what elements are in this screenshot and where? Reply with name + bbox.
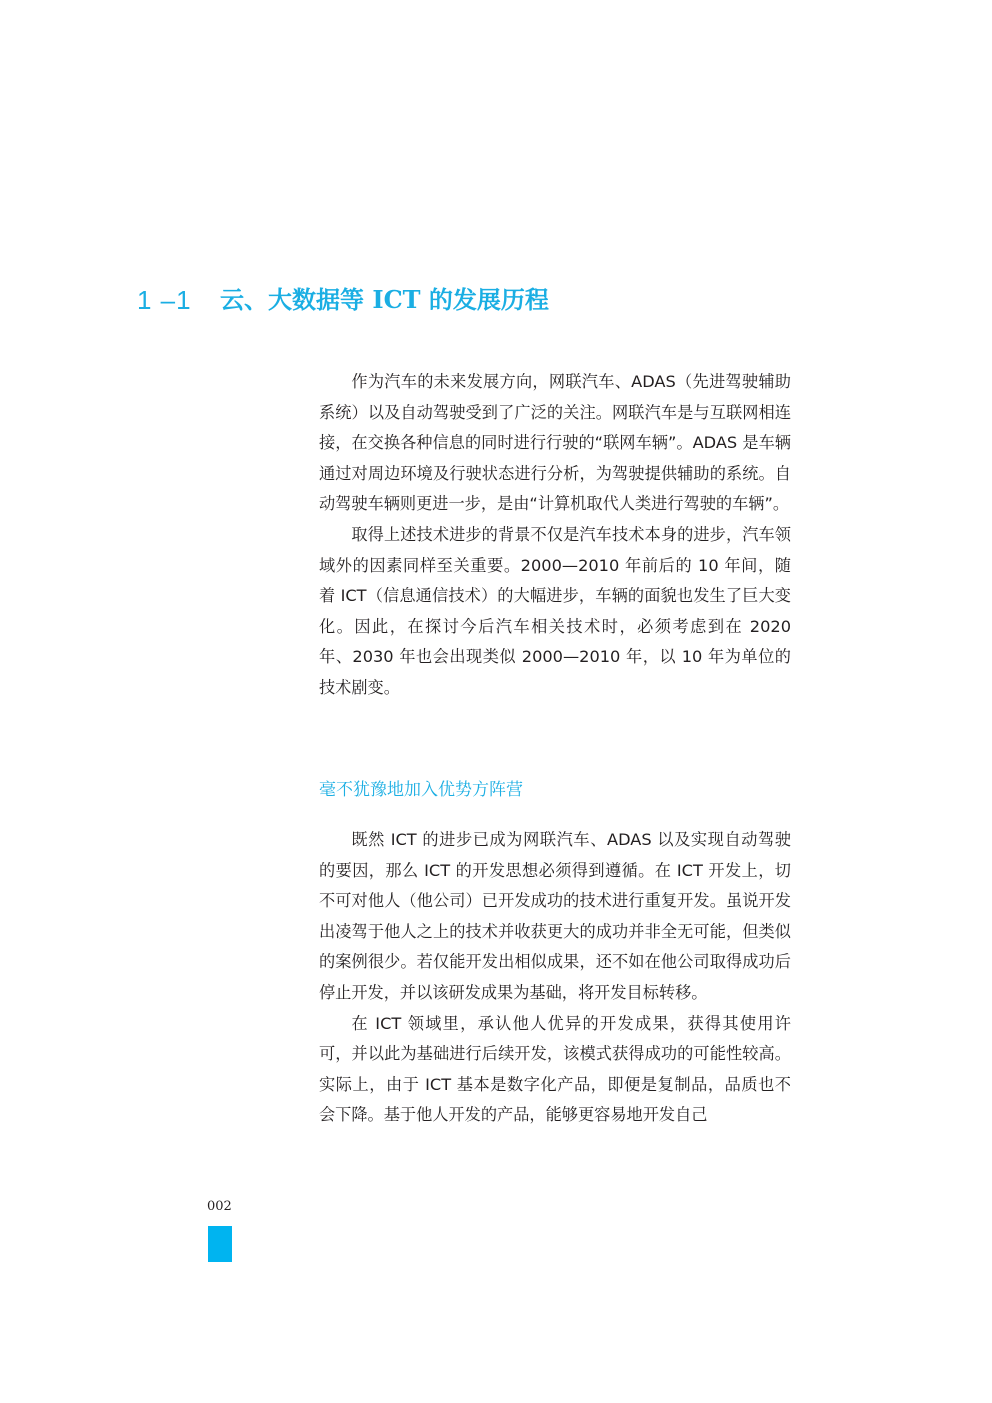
subsection-text xyxy=(319,825,791,1131)
subsection-heading: 毫不犹豫地加入优势方阵营 xyxy=(319,780,523,800)
page-number: 002 xyxy=(207,1199,232,1214)
paragraph: 既然 ICT 的进步已成为网联汽车、ADAS 以及实现自动驾驶的要因，那么 ICT 的开发思想必须得到遵循。在 ICT 开发上，切不可对他人（他公司）已开发成功的技术进行重复开发。虽说开发出凌驾于他人之上的技术并收获更大的成功并非全无可能，但类似的案例很少。若仅能开发出相似成果，还不如在他公司取得成功后停止开发，并以该研发成果为基础，将开发目标转移。 xyxy=(319,830,791,1002)
page-tab-marker xyxy=(208,1226,232,1262)
section-number: 1 –1 xyxy=(137,285,192,315)
paragraph: 取得上述技术进步的背景不仅是汽车技术本身的进步，汽车领域外的因素同样至关重要。2000—2010 年前后的 10 年间，随着 ICT（信息通信技术）的大幅进步，车辆的面貌也发生了巨大变化。因此，在探讨今后汽车相关技术时，必须考虑到在 2020 年、2030 年也会出现类似 2000—2010 年，以 10 年为单位的技术剧变。 xyxy=(319,524,791,697)
section-title: 云、大数据等 ICT 的发展历程 xyxy=(220,285,549,314)
paragraph: 作为汽车的未来发展方向，网联汽车、ADAS（先进驾驶辅助系统）以及自动驾驶受到了广泛的关注。网联汽车是与互联网相连接，在交换各种信息的同时进行行驶的“联网车辆”。ADAS 是车辆通过对周边环境及行驶状态进行分析，为驾驶提供辅助的系统。自动驾驶车辆则更进一步，是由“计算机取代人类进行驾驶的车辆”。 xyxy=(319,372,791,514)
body-text xyxy=(319,367,791,704)
paragraph: 在 ICT 领域里，承认他人优异的开发成果，获得其使用许可，并以此为基础进行后续开发，该模式获得成功的可能性较高。实际上，由于 ICT 基本是数字化产品，即便是复制品，品质也不会下降。基于他人开发的产品，能够更容易地开发自己 xyxy=(319,1013,791,1125)
